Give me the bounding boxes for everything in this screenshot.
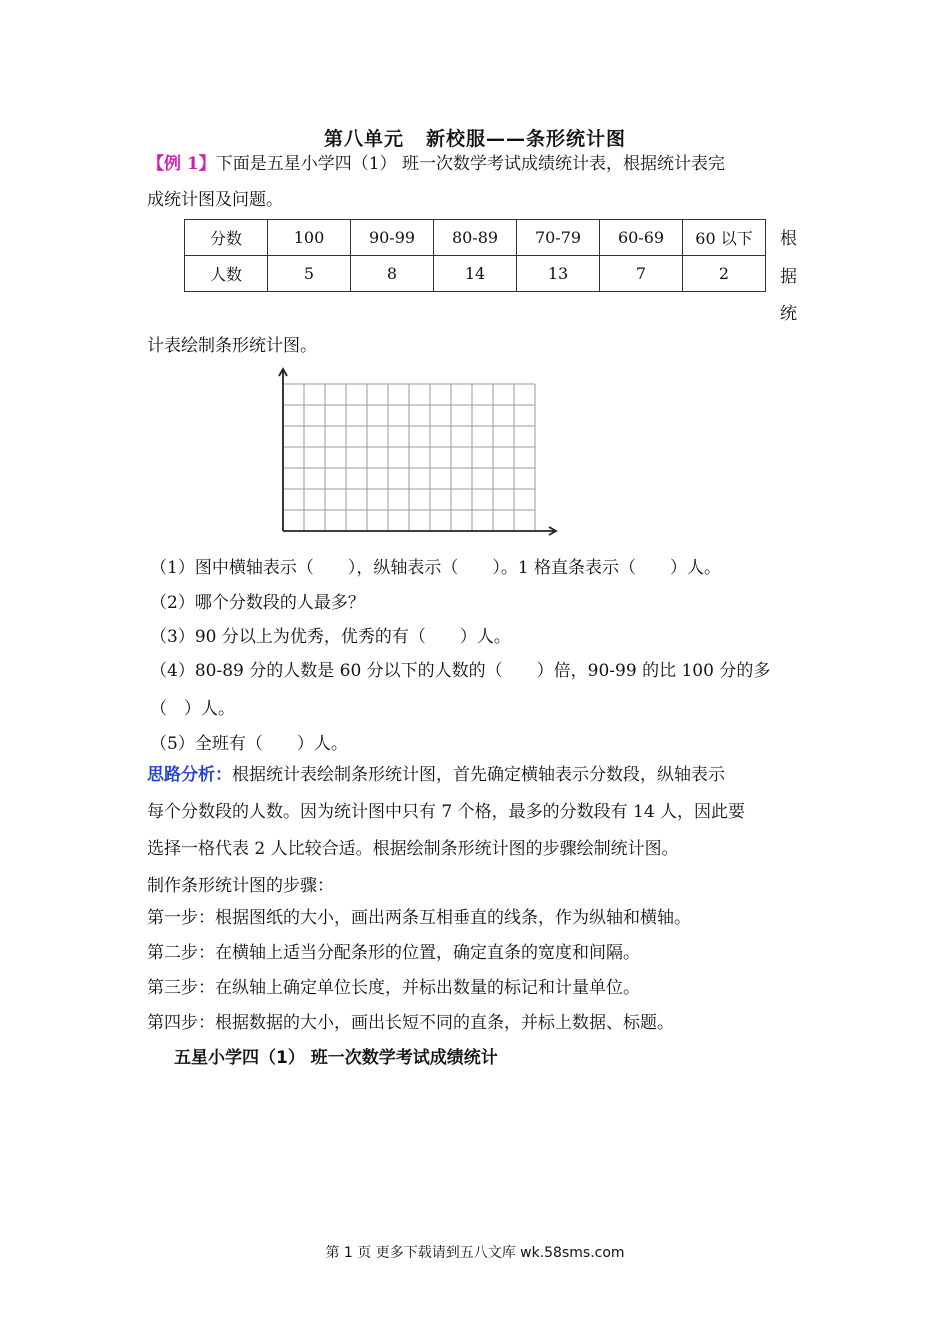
table-cell: 60 以下 [683,220,766,256]
analysis-label: 思路分析： [147,765,232,785]
table-cell: 60-69 [600,220,683,256]
step-3: 第三步：在纵轴上确定单位长度，并标出数量的标记和计量单位。 [147,978,640,998]
page-footer: 第 1 页 更多下载请到五八文库 wk.58sms.com [325,1245,625,1261]
step-1: 第一步：根据图纸的大小，画出两条互相垂直的线条，作为纵轴和横轴。 [147,908,691,928]
table-cell: 13 [517,256,600,292]
example-line-1: 下面是五星小学四（1） 班一次数学考试成绩统计表，根据统计表完 [215,154,725,174]
question-4-cont: （ ）人。 [150,699,235,719]
question-5: （5）全班有（ ）人。 [150,734,348,754]
table-cell: 100 [268,220,351,256]
title-topic: 新校服——条形统计图 [426,128,627,150]
instruction-tail: 计表绘制条形统计图。 [147,336,317,356]
table-cell: 90-99 [351,220,434,256]
chart-grid-svg [268,366,568,546]
blank-chart-grid [268,366,568,550]
step-2: 第二步：在横轴上适当分配条形的位置，确定直条的宽度和间隔。 [147,943,640,963]
table-cell: 7 [600,256,683,292]
title-unit: 第八单元 [323,128,404,150]
table-cell: 8 [351,256,434,292]
side-char: 统 [780,304,797,324]
steps-heading: 制作条形统计图的步骤： [147,876,334,896]
table-row [185,220,766,256]
table-header-count: 人数 [185,256,268,292]
analysis-line-1: 思路分析：根据统计表绘制条形统计图，首先确定横轴表示分数段，纵轴表示 [147,765,725,785]
analysis-line-2: 每个分数段的人数。因为统计图中只有 7 个格，最多的分数段有 14 人，因此要 [147,802,746,822]
question-1: （1）图中横轴表示（ ），纵轴表示（ ）。1 格直条表示（ ）人。 [150,558,722,578]
page-title [0,124,950,151]
question-3: （3）90 分以上为优秀，优秀的有（ ）人。 [150,627,511,647]
table-cell: 70-79 [517,220,600,256]
table-cell: 5 [268,256,351,292]
table-cell: 14 [434,256,517,292]
table-cell: 80-89 [434,220,517,256]
table-cell: 2 [683,256,766,292]
example-label: 【例 1】 [147,154,216,174]
score-table [184,219,766,292]
grid-lines [283,384,535,531]
step-4: 第四步：根据数据的大小，画出长短不同的直条，并标上数据、标题。 [147,1013,674,1033]
table-header-score: 分数 [185,220,268,256]
side-char: 据 [780,267,797,287]
analysis-line-3: 选择一格代表 2 人比较合适。根据绘制条形统计图的步骤绘制统计图。 [147,839,679,859]
chart-title: 五星小学四（1） 班一次数学考试成绩统计 [174,1048,498,1068]
question-2: （2）哪个分数段的人最多？ [150,593,365,613]
example-line-2: 成统计图及问题。 [147,190,283,210]
table-row [185,256,766,292]
example-intro [147,152,725,176]
side-char: 根 [780,229,797,249]
question-4: （4）80-89 分的人数是 60 分以下的人数的（ ）倍，90-99 的比 100 分的多 [150,661,771,681]
